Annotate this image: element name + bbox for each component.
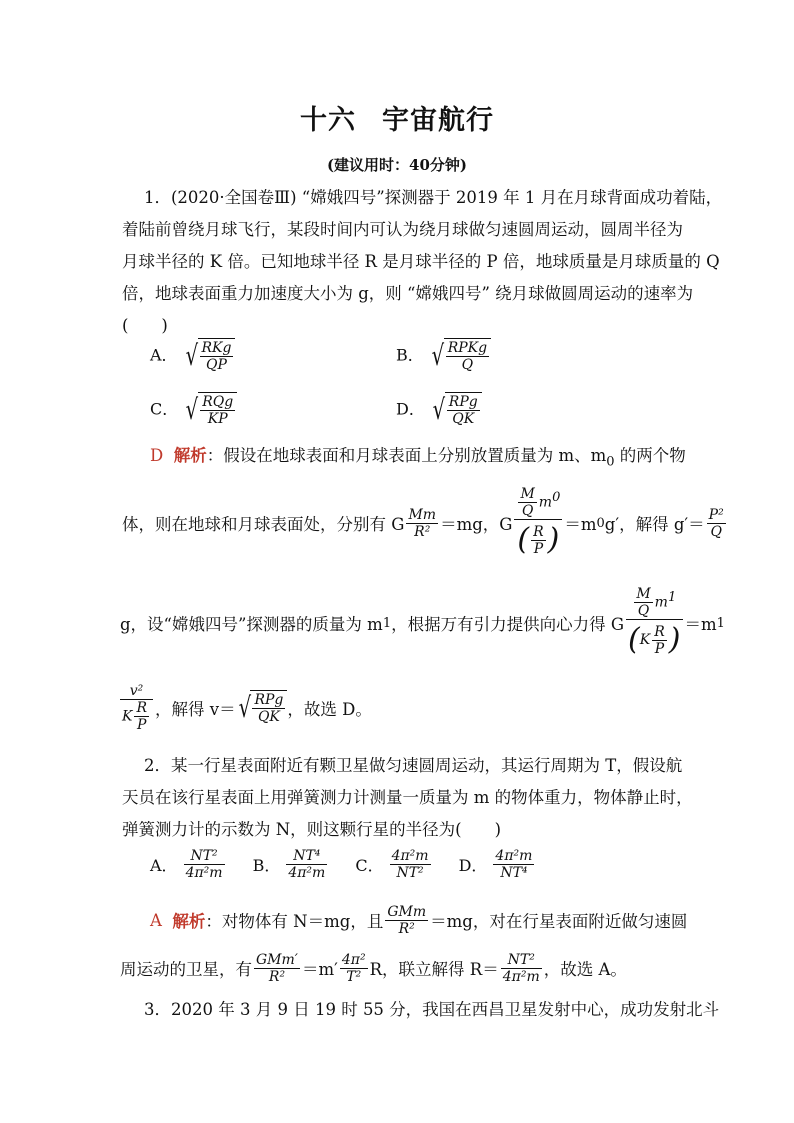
fraction: $\frac{\text{GMm′}}{\text{R²}}$	[256, 951, 298, 985]
option-label: A．	[150, 345, 178, 365]
frac-denominator: QK	[452, 411, 475, 427]
sqrt-icon: √ $\frac{\text{RPg}}{QK}$	[430, 392, 482, 428]
analysis-text: ，解得 v＝	[155, 700, 236, 719]
q1-option-d	[396, 392, 482, 428]
q2-line-2: 天员在该行星表面上用弹簧测力计测量一质量为 m 的物体重力，物体静止时，	[122, 788, 693, 807]
frac-numerator: RQg	[202, 394, 234, 410]
q1-analysis-line-4	[118, 676, 372, 740]
fraction: $\frac{Mm}{\text{R²}}$	[408, 506, 437, 540]
analysis-text: ，故选 A。	[543, 960, 627, 979]
answer-letter: A	[150, 910, 162, 930]
frac-numerator: RPKg	[447, 340, 488, 356]
suggested-time: (建议用时：40分钟)	[326, 156, 468, 174]
q1-line-3: 月球半径的 K 倍。已知地球半径 R 是月球半径的 P 倍，地球质量是月球质量的 Q	[122, 252, 720, 271]
q1-analysis-line-3	[120, 578, 725, 668]
q1-line-1: 1．(2020·全国卷Ⅲ) “嫦娥四号”探测器于 2019 年 1 月在月球背面成功着陆，	[144, 188, 723, 207]
frac-denominator: 4π²m	[288, 865, 326, 881]
frac-denominator: 4π²m	[185, 865, 223, 881]
option-label: B．	[252, 856, 281, 875]
analysis-text: ＝mg，对在行星表面附近做匀速圆	[430, 912, 688, 931]
subscript: 1	[716, 615, 725, 631]
q2-option-c	[390, 848, 431, 881]
analysis-text: 周运动的卫星，有	[120, 960, 252, 979]
option-label: A．	[150, 856, 178, 875]
subscript: 0	[606, 454, 615, 470]
q2-analysis-line-1	[150, 898, 687, 942]
analysis-text: ，故选 D。	[287, 700, 372, 719]
q1-line-2: 着陆前曾绕月球飞行，某段时间内可认为绕月球做匀速圆周运动，圆周半径为	[122, 220, 683, 239]
answer-letter: D	[150, 446, 164, 465]
analysis-text: 体，则在地球和月球表面处，分别有 G	[122, 515, 405, 534]
title-text: 宇宙航行	[382, 105, 494, 136]
option-label: D．	[396, 399, 425, 419]
frac-denominator: NT⁴	[500, 865, 528, 881]
sqrt-icon: √ $\frac{\text{RKg}}{QP}$	[183, 338, 236, 374]
analysis-text: ，根据万有引力提供向心力得 G	[391, 615, 625, 634]
analysis-text: ＝m	[684, 615, 717, 634]
q3-line-1: 3．2020 年 3 月 9 日 19 时 55 分，我国在西昌卫星发射中心，成功发射北斗	[144, 1000, 720, 1019]
option-label: C．	[355, 856, 384, 875]
analysis-label: 解析	[172, 912, 206, 931]
frac-denominator: Q	[461, 357, 474, 373]
q2-option-a	[184, 848, 225, 881]
option-label: D．	[458, 856, 488, 875]
q2-line-1: 2．某一行星表面附近有颗卫星做匀速圆周运动，其运行周期为 T，假设航	[144, 756, 683, 775]
page-title	[0, 98, 794, 137]
nested-fraction: $\frac{M}{Q}$ $m^0$ ( $\frac{R}{P}$ )	[514, 486, 562, 560]
frac-numerator: NT⁴	[286, 848, 327, 865]
analysis-text: 的两个物	[614, 446, 686, 465]
q1-line-4: 倍，地球表面重力加速度大小为 g，则 “嫦娥四号” 绕月球做圆周运动的速率为	[122, 284, 694, 303]
frac-numerator: RPg	[448, 394, 478, 410]
sqrt-icon: √ $\frac{\text{RPg}}{QK}$	[236, 690, 288, 726]
analysis-text: g′，解得 g′＝	[604, 515, 705, 534]
frac-numerator: NT²	[184, 848, 225, 865]
analysis-text: g，设“嫦娥四号”探测器的质量为 m	[120, 615, 383, 634]
subscript: 0	[596, 515, 605, 531]
q2-line-3: 弹簧测力计的示数为 N，则这颗行星的半径为( )	[122, 820, 502, 839]
q1-analysis-line-2	[122, 478, 728, 568]
fraction: $\frac{\text{4π²}}{\text{T²}}$	[341, 951, 366, 985]
q1-line-5: ( )	[122, 316, 168, 335]
nested-fraction: $\frac{M}{Q}$ $m^1$ (K $\frac{R}{P}$ )	[628, 586, 681, 657]
frac-numerator: 4π²m	[391, 848, 429, 864]
q1-option-a	[150, 338, 235, 374]
q2-analysis-line-2	[120, 946, 627, 990]
option-label: C．	[150, 399, 179, 419]
frac-denominator: KP	[207, 411, 228, 427]
analysis-text: ＝mg，G	[440, 515, 513, 534]
q1-option-c	[150, 392, 237, 428]
fraction: $\frac{\text{GMm}}{\text{R²}}$	[387, 903, 427, 937]
frac-denominator: QP	[206, 357, 227, 373]
analysis-text: R，联立解得 R＝	[369, 960, 499, 979]
title-number: 十六	[300, 105, 356, 136]
sqrt-icon: √ $\frac{\text{RQg}}{KP}$	[183, 392, 237, 428]
frac-numerator: RKg	[201, 340, 232, 356]
q2-option-b	[286, 848, 327, 881]
frac-numerator: 4π²m	[495, 848, 533, 864]
fraction: $\frac{\text{P²}}{Q}$	[708, 506, 724, 540]
analysis-label: 解析	[173, 446, 207, 465]
analysis-text: ＝m	[564, 515, 597, 534]
q2-option-d	[493, 848, 534, 881]
analysis-text: ＝m′	[301, 960, 338, 979]
q1-option-b	[396, 338, 491, 374]
frac-denominator: NT²	[396, 865, 424, 881]
sqrt-icon: √ $\frac{\text{RPKg}}{Q}$	[429, 338, 491, 374]
option-label: B．	[396, 345, 424, 365]
subscript: 1	[382, 615, 392, 631]
fraction: $\frac{\text{NT²}}{\text{4π²m}}$	[502, 951, 540, 985]
analysis-text: ：对物体有 N＝mg，且	[205, 912, 384, 931]
q1-analysis-line-1	[150, 444, 686, 474]
nested-fraction: v² K $\frac{R}{P}$	[120, 683, 153, 733]
analysis-text: ：假设在地球表面和月球表面上分别放置质量为 m、m	[206, 446, 607, 465]
q2-options	[150, 848, 536, 881]
